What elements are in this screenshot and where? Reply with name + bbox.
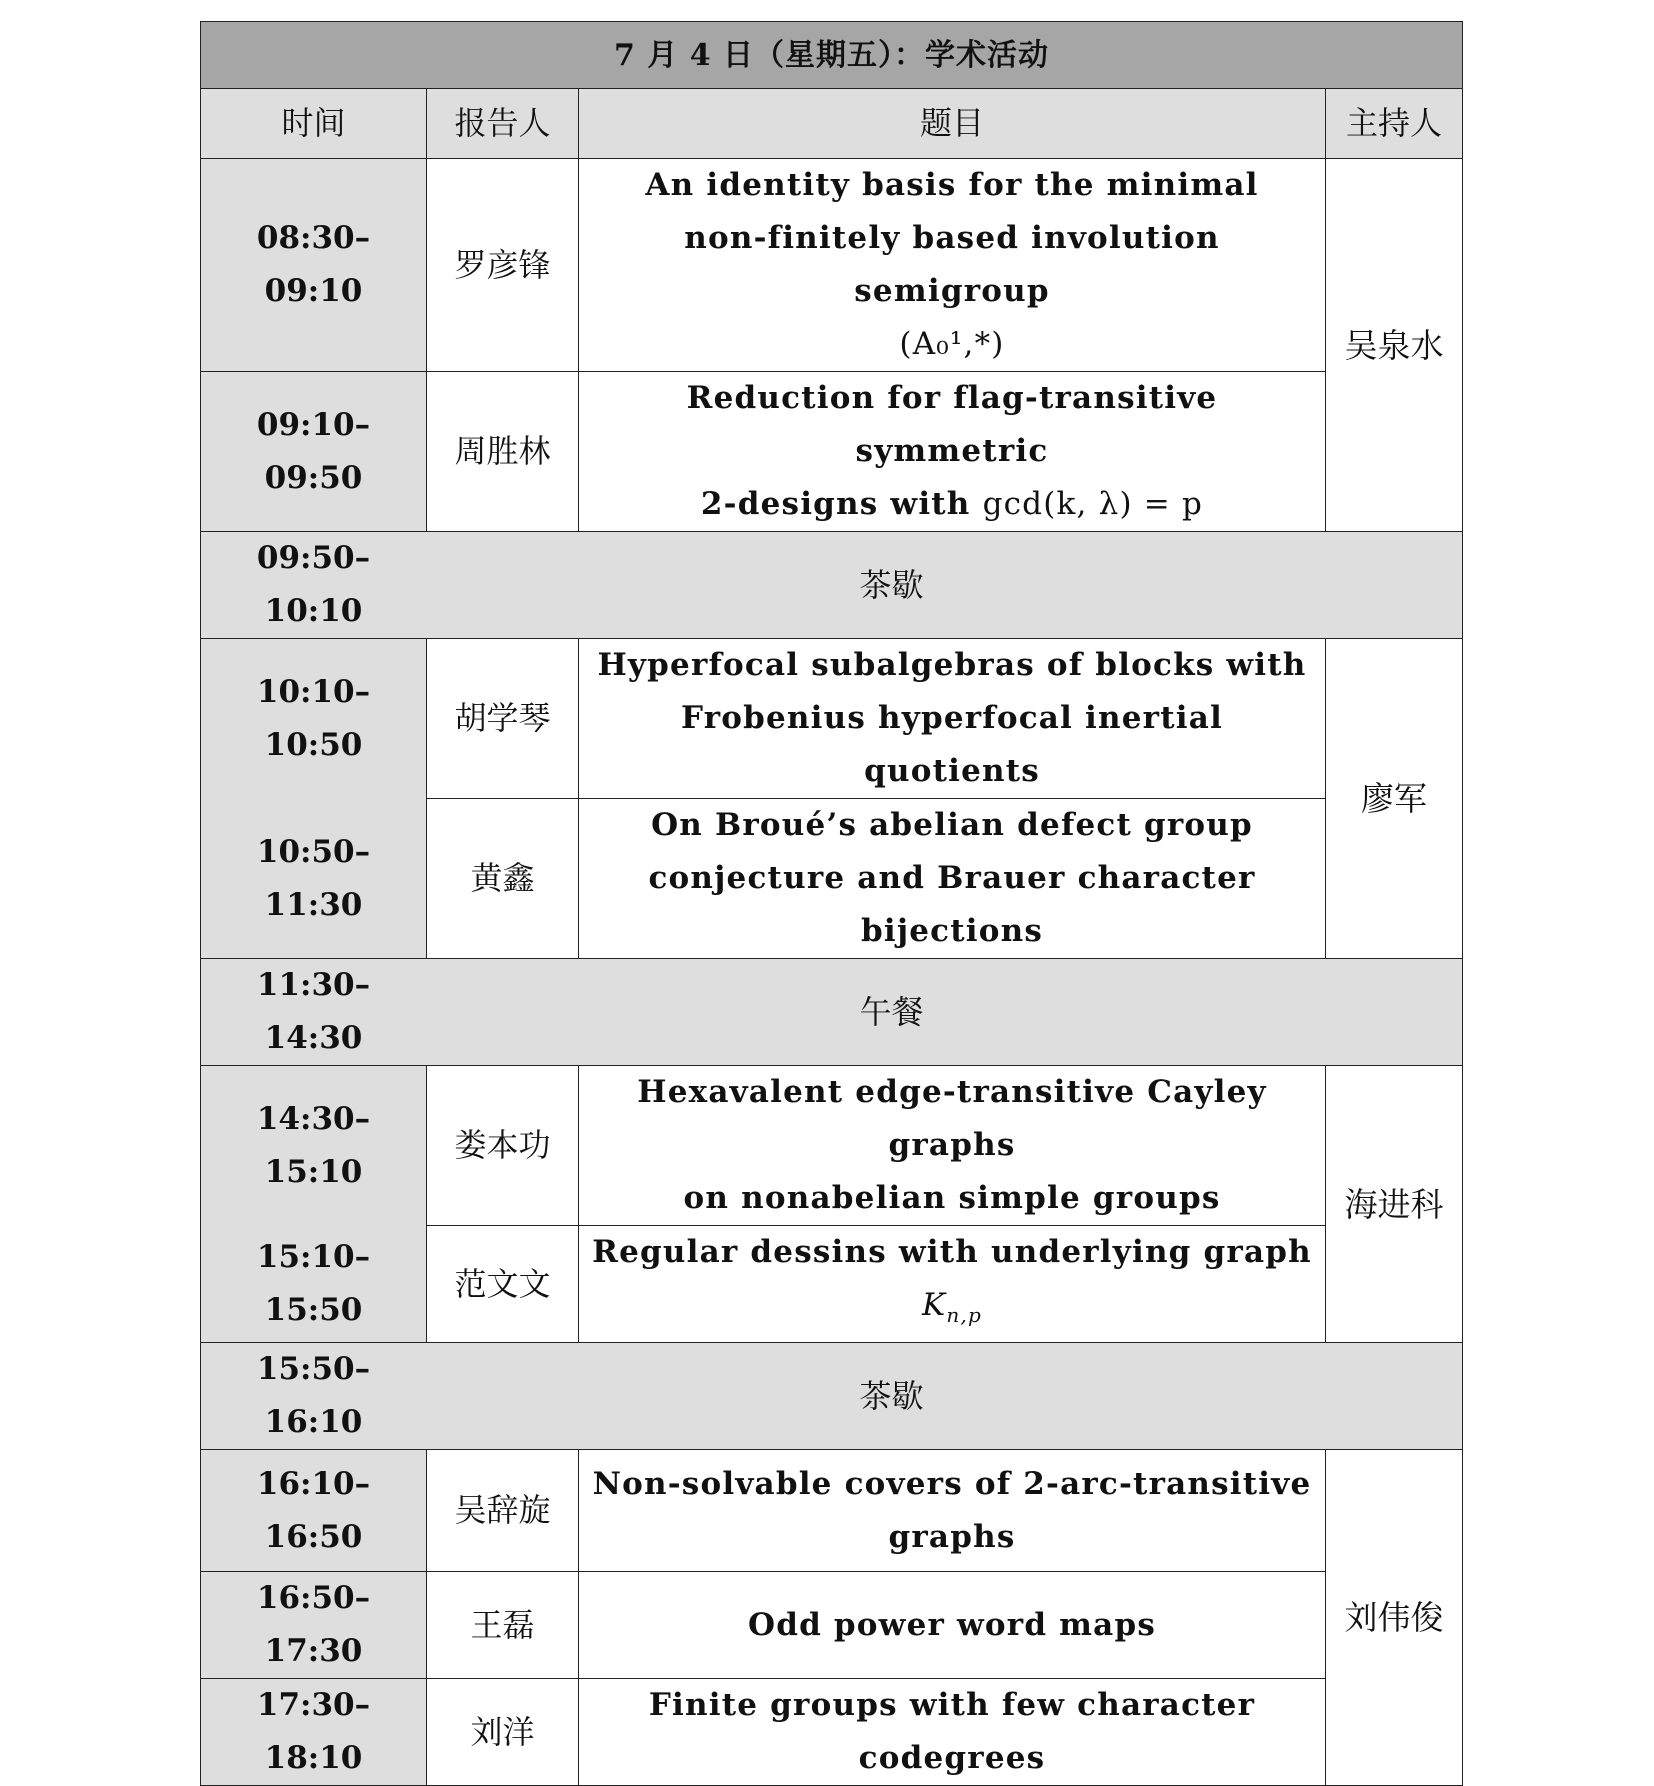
table-row (201, 1679, 1463, 1786)
topic-line: non-finitely based involution semigroup (684, 220, 1220, 309)
topic-line: An identity basis for the minimal (645, 167, 1259, 203)
topic-line: graphs (888, 1518, 1016, 1555)
time-cell: 08:30–09:10 (201, 159, 427, 372)
topic-text: 2-designs with (700, 486, 971, 522)
table-row (201, 1450, 1463, 1572)
topic-cell: Finite groups with few character codegrees (579, 1679, 1326, 1786)
time-cell: 10:10–10:50 (201, 639, 427, 799)
time-cell: 11:30–14:30 (201, 959, 427, 1066)
time-cell: 14:30–15:10 (201, 1066, 427, 1226)
break-row (201, 1343, 1463, 1450)
table-row (201, 1572, 1463, 1679)
topic-cell: Odd power word maps (579, 1572, 1326, 1679)
topic-math: $K_{n,p}$ (921, 1287, 982, 1328)
schedule-title: 7 月 4 日（星期五）：学术活动 (201, 22, 1463, 89)
topic-line: Reduction for flag-transitive symmetric (686, 380, 1218, 469)
break-row (201, 532, 1463, 639)
table-row (201, 159, 1463, 372)
topic-line: Hyperfocal subalgebras of blocks with (597, 647, 1307, 683)
topic-line: On Broué’s abelian defect group (651, 807, 1253, 843)
time-cell: 17:30–18:10 (201, 1679, 427, 1786)
time-cell: 10:50–11:30 (201, 799, 427, 959)
topic-line (591, 478, 1313, 531)
time-cell: 16:50–17:30 (201, 1572, 427, 1679)
chair-cell: 吴泉水 (1326, 159, 1463, 532)
time-cell: 15:50–16:10 (201, 1343, 427, 1450)
topic-cell (579, 799, 1326, 959)
break-row (201, 959, 1463, 1066)
topic-line: Non-solvable covers of 2-arc-transitive (592, 1465, 1312, 1502)
header-topic: 题目 (579, 89, 1326, 159)
break-label: 午餐 (427, 959, 1463, 1066)
table-row (201, 639, 1463, 799)
topic-line: on nonabelian simple groups (683, 1180, 1221, 1216)
table-row (201, 372, 1463, 532)
topic-cell (579, 159, 1326, 372)
topic-line: Hexavalent edge-transitive Cayley graphs (637, 1074, 1267, 1163)
topic-cell (579, 1066, 1326, 1226)
topic-math: (A₀¹,*) (899, 326, 1005, 362)
speaker-cell: 范文文 (427, 1226, 579, 1343)
time-cell: 15:10–15:50 (201, 1226, 427, 1343)
time-cell: 09:50–10:10 (201, 532, 427, 639)
table-row (201, 1226, 1463, 1343)
speaker-cell: 罗彦锋 (427, 159, 579, 372)
chair-cell: 刘伟俊 (1326, 1450, 1463, 1786)
topic-line: conjecture and Brauer character bijections (648, 860, 1256, 949)
header-speaker: 报告人 (427, 89, 579, 159)
break-label: 茶歇 (427, 1343, 1463, 1450)
topic-cell (579, 1226, 1326, 1343)
speaker-cell: 王磊 (427, 1572, 579, 1679)
table-row (201, 1066, 1463, 1226)
break-label: 茶歇 (427, 532, 1463, 639)
topic-cell (579, 639, 1326, 799)
speaker-cell: 黄鑫 (427, 799, 579, 959)
time-cell: 09:10–09:50 (201, 372, 427, 532)
speaker-cell: 刘洋 (427, 1679, 579, 1786)
speaker-cell: 娄本功 (427, 1066, 579, 1226)
table-row (201, 799, 1463, 959)
chair-cell: 廖军 (1326, 639, 1463, 959)
topic-cell (579, 372, 1326, 532)
topic-math: gcd(k, λ) = p (982, 486, 1204, 522)
speaker-cell: 吴辞旋 (427, 1450, 579, 1572)
schedule-table (200, 21, 1463, 1786)
speaker-cell: 周胜林 (427, 372, 579, 532)
topic-cell (579, 1450, 1326, 1572)
topic-text: Regular dessins with underlying graph (592, 1234, 1312, 1270)
header-time: 时间 (201, 89, 427, 159)
header-chair: 主持人 (1326, 89, 1463, 159)
chair-cell: 海进科 (1326, 1066, 1463, 1343)
time-cell: 16:10–16:50 (201, 1450, 427, 1572)
speaker-cell: 胡学琴 (427, 639, 579, 799)
topic-line: Frobenius hyperfocal inertial quotients (681, 700, 1223, 789)
